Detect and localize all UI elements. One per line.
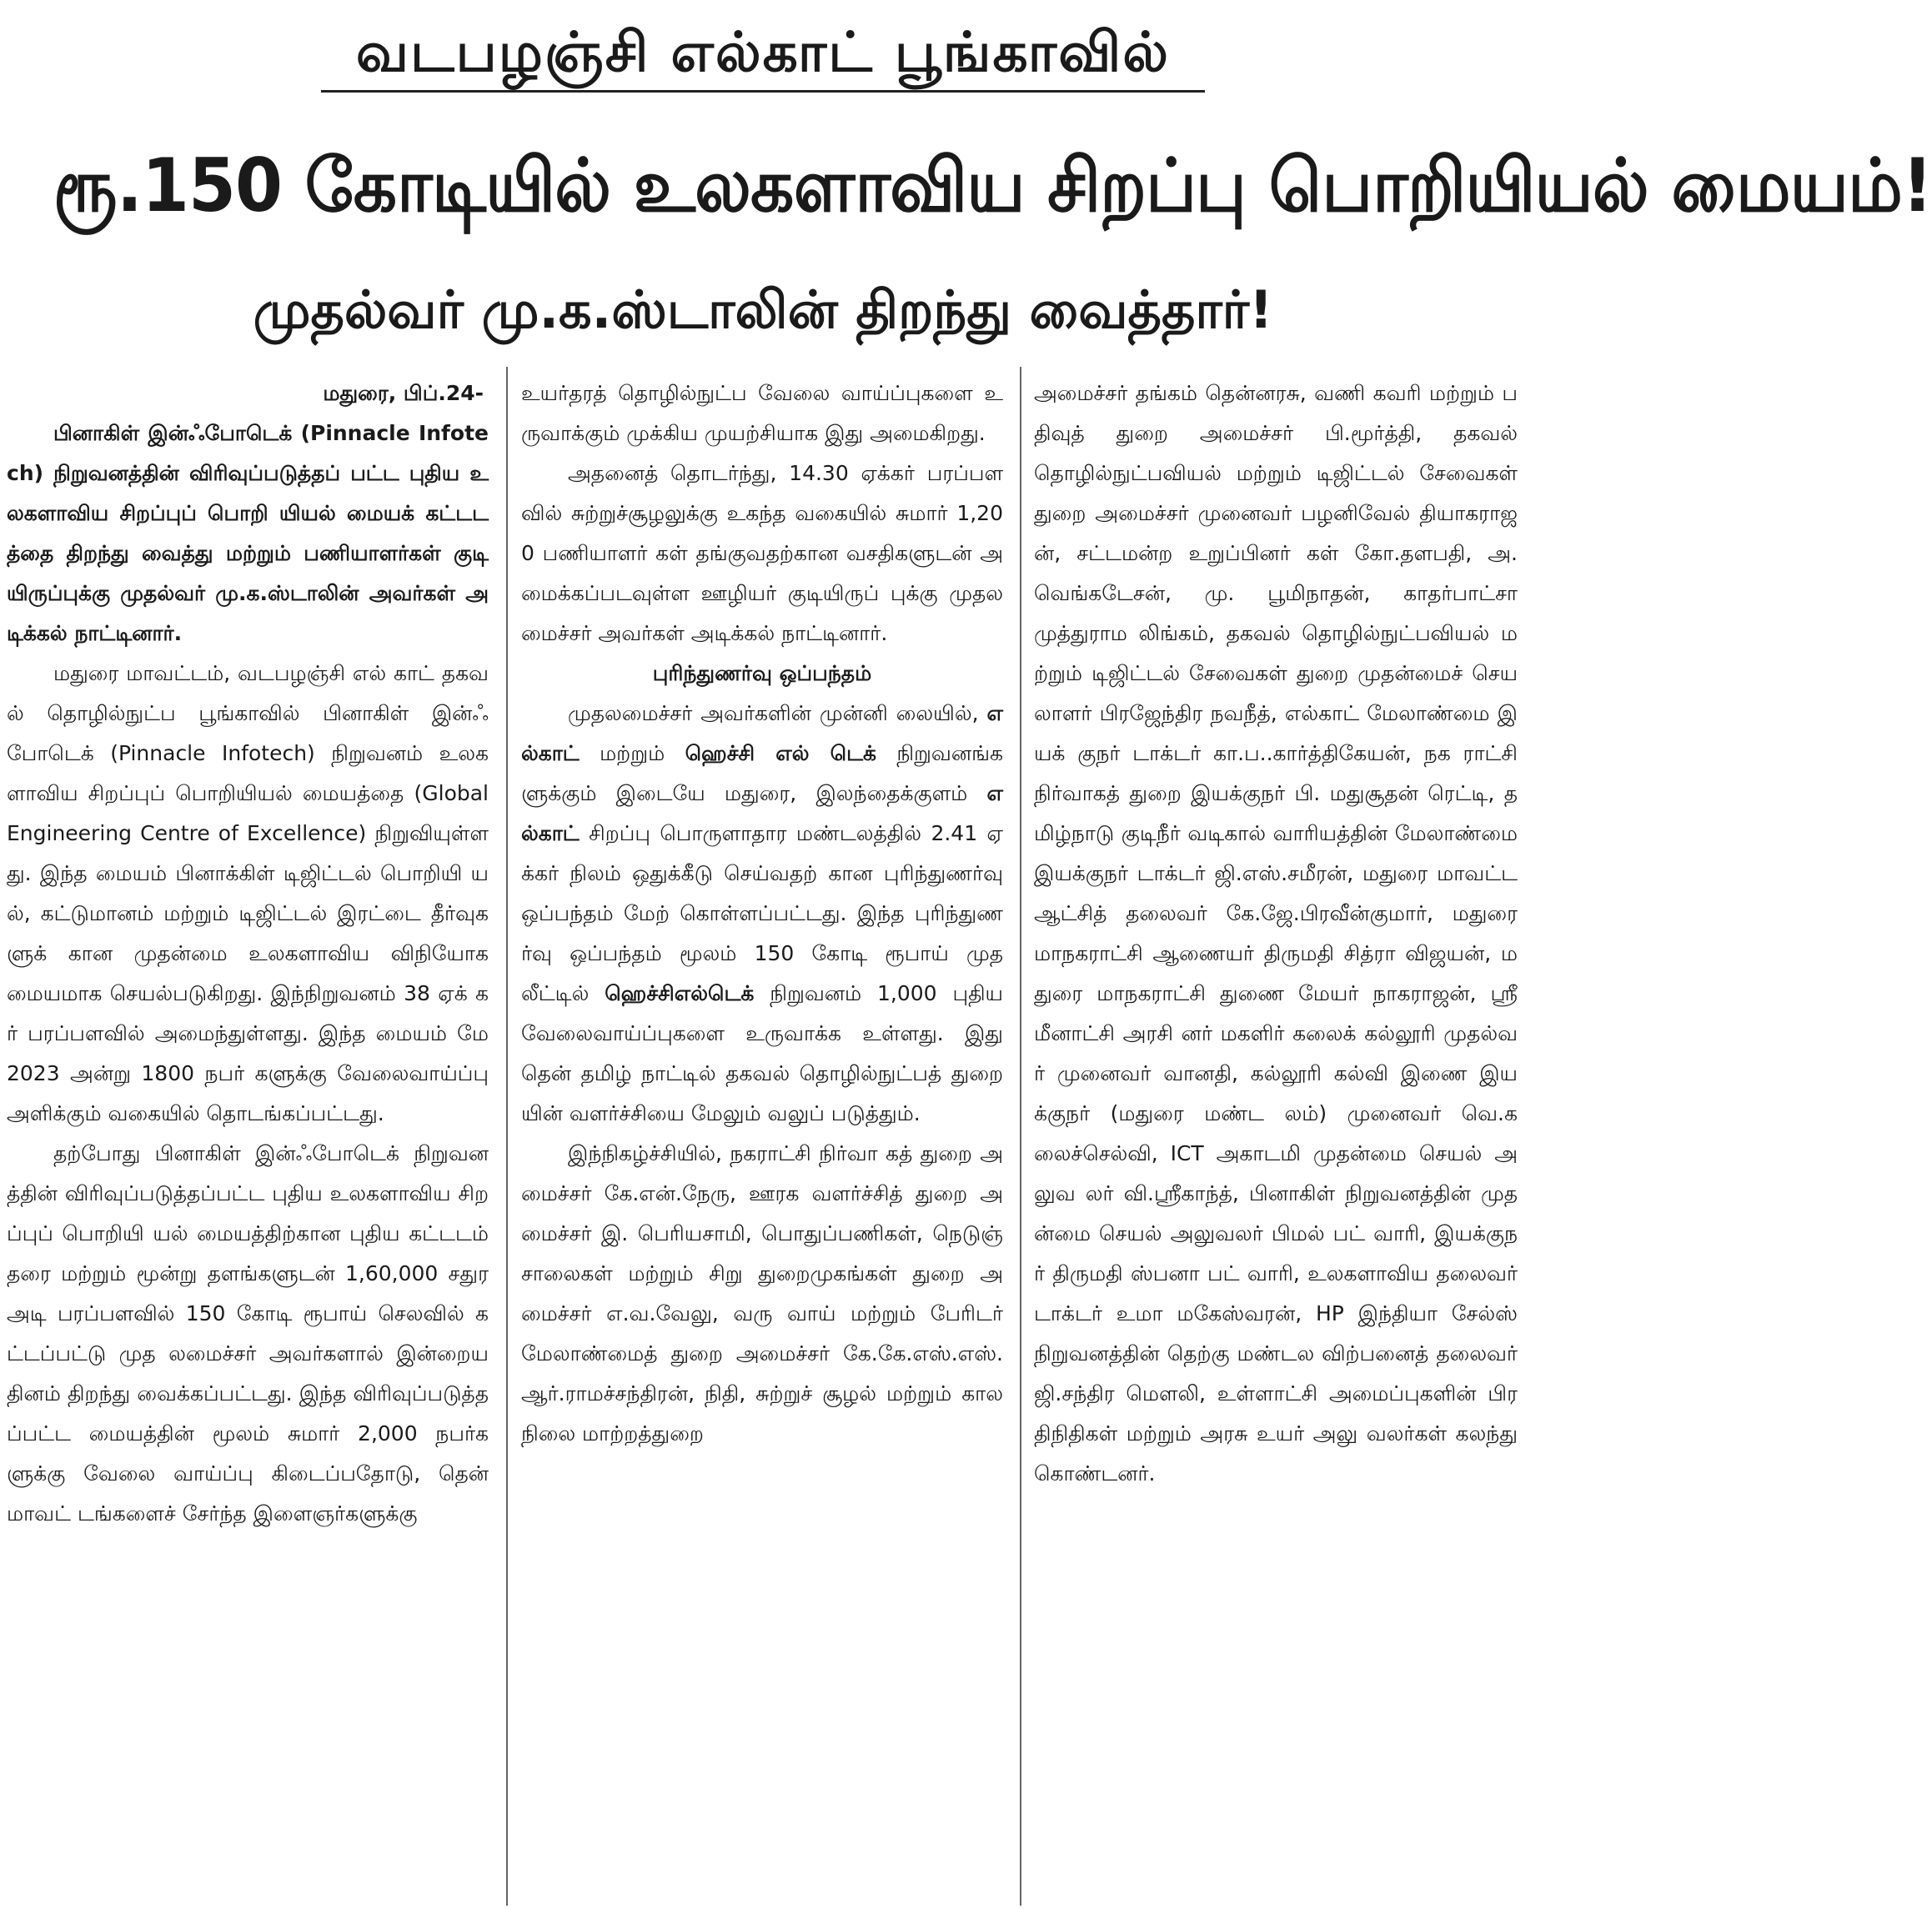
kicker-underline [321, 90, 1205, 93]
dateline: மதுரை, பிப்.24- [323, 381, 484, 405]
text-run: நிறுவனம் 1,000 புதிய வேலைவாய்ப்புகளை உருவாக்க உள்ளது. இது தென் தமிழ் நாட்டில் தகவல் தொழில்நுட்பத் துறை யின் வளர்ச்சியை மேலும் வலுப் படுத்தும். [521, 981, 1003, 1125]
bold-run: ஹெச்சிஎல்டெக் [605, 981, 755, 1005]
article-column-3 [1034, 373, 1518, 1899]
kicker-headline: வடபழஞ்சி எல்காட் பூங்காவில் [355, 20, 1171, 84]
bold-run: எல்காட் [521, 781, 1003, 845]
crosshead: புரிந்துணர்வு ஒப்பந்தம் [652, 661, 872, 685]
column-divider [506, 367, 508, 1906]
article-column-1 [7, 373, 489, 1899]
body-paragraph: அமைச்சர் தங்கம் தென்னரசு, வணி கவரி மற்றும் பதிவுத் துறை அமைச்சர் பி.மூர்த்தி, தகவல் தொழில்நுட்பவியல் மற்றும் டிஜிட்டல் சேவைகள் துறை அமைச்சர் முனைவர் பழனிவேல் தியாகராஜன், சட்டமன்ற உறுப்பினர் கள் கோ.தளபதி, அ.வெங்கடேசன், மு. பூமிநாதன், காதர்பாட்சா முத்துராம லிங்கம், தகவல் தொழில்நுட்பவியல் மற்றும் டிஜிட்டல் சேவைகள் துறை முதன்மைச் செயலாளர் பிரஜேந்திர நவநீத், எல்காட் மேலாண்மை இயக் குநர் டாக்டர் கா.ப..கார்த்திகேயன், நக ராட்சி நிர்வாகத் துறை இயக்குநர் பி. மதுசூதன் ரெட்டி, தமிழ்நாடு குடிநீர் வடிகால் வாரியத்தின் மேலாண்மை இயக்குநர் டாக்டர் ஜி.எஸ்.சமீரன், மதுரை மாவட்ட ஆட்சித் தலைவர் கே.ஜே.பிரவீன்குமார், மதுரை மாநகராட்சி ஆணையர் திருமதி சித்ரா விஜயன், மதுரை மாநகராட்சி துணை மேயர் நாகராஜன், ஸ்ரீ மீனாட்சி அரசி னர் மகளிர் கலைக் கல்லூரி முதல்வர் முனைவர் வானதி, கல்லூரி கல்வி இணை இயக்குநர் (மதுரை மண்ட லம்) முனைவர் வெ.கலைச்செல்வி, ICT அகாடமி முதன்மை செயல் அலுவ லர் வி.ஸ்ரீகாந்த், பினாகிள் நிறுவனத்தின் முதன்மை செயல் அலுவலர் பிமல் பட் வாரி, இயக்குநர் திருமதி ஸ்பனா பட் வாரி, உலகளாவிய தலைவர் டாக்டர் உமா மகேஸ்வரன், HP இந்தியா சேல்ஸ் நிறுவனத்தின் தெற்கு மண்டல விற்பனைத் தலைவர் ஜி.சந்திர மௌலி, உள்ளாட்சி அமைப்புகளின் பிரதிநிதிகள் மற்றும் அரசு உயர் அலு வலர்கள் கலந்து கொண்டனர். [1034, 381, 1518, 1486]
text-run: முதலமைச்சர் அவர்களின் முன்னி லையில், [568, 701, 987, 725]
subheadline: முதல்வர் மு.க.ஸ்டாலின் திறந்து வைத்தார்! [253, 279, 1273, 340]
body-paragraph: மதுரை மாவட்டம், வடபழஞ்சி எல் காட் தகவல் தொழில்நுட்ப பூங்காவில் பினாகிள் இன்ஃபோடெக் (Pinnacle Infotech) நிறுவனம் உலகளாவிய சிறப்புப் பொறியியல் மையத்தை (Global Engineering Centre of Excellence) நிறுவியுள்ளது. இந்த மையம் பினாக்கிள் டிஜிட்டல் பொறியி யல், கட்டுமானம் மற்றும் டிஜிட்டல் இரட்டை தீர்வுகளுக் கான முதன்மை உலகளாவிய விநியோக மையமாக செயல்படுகிறது. இந்நிறுவனம் 38 ஏக் கர் பரப்பளவில் அமைந்துள்ளது. இந்த மையம் மே 2023 அன்று 1800 நபர் களுக்கு வேலைவாய்ப்பு அளிக்கும் வகையில் தொடங்கப்பட்டது. [7, 661, 489, 1125]
body-paragraph: தற்போது பினாகிள் இன்ஃபோடெக் நிறுவனத்தின் விரிவுப்படுத்தப்பட்ட புதிய உலகளாவிய சிறப்புப் பொறியி யல் மையத்திற்கான புதிய கட்டடம் தரை மற்றும் மூன்று தளங்களுடன் 1,60,000 சதுர அடி பரப்பளவில் 150 கோடி ரூபாய் செலவில் கட்டப்பட்டு முத லமைச்சர் அவர்களால் இன்றைய தினம் திறந்து வைக்கப்பட்டது. இந்த விரிவுப்படுத்தப்பட்ட மையத்தின் மூலம் சுமார் 2,000 நபர்களுக்கு வேலை வாய்ப்பு கிடைப்பதோடு, தென் மாவட் டங்களைச் சேர்ந்த இளைஞர்களுக்கு [7, 1141, 489, 1526]
body-paragraph: அதனைத் தொடர்ந்து, 14.30 ஏக்கர் பரப்பளவில் சுற்றுச்சூழலுக்கு உகந்த வகையில் சுமார் 1,200 பணியாளர் கள் தங்குவதற்கான வசதிகளுடன் அமைக்கப்படவுள்ள ஊழியர் குடியிருப் புக்கு முதலமைச்சர் அவர்கள் அடிக்கல் நாட்டினார். [521, 461, 1003, 645]
article-column-2 [521, 373, 1003, 1899]
lead-paragraph: பினாகிள் இன்ஃபோடெக் (Pinnacle Infotech) நிறுவனத்தின் விரிவுப்படுத்தப் பட்ட புதிய உலகளாவிய சிறப்புப் பொறி யியல் மையக் கட்டடத்தை திறந்து வைத்து மற்றும் பணியாளர்கள் குடி யிருப்புக்கு முதல்வர் மு.க.ஸ்டாலின் அவர்கள் அடிக்கல் நாட்டினார். [7, 421, 489, 645]
column-divider [1020, 367, 1021, 1906]
body-paragraph: உயர்தரத் தொழில்நுட்ப வேலை வாய்ப்புகளை உருவாக்கும் முக்கிய முயற்சியாக இது அமைகிறது. [521, 381, 1003, 445]
bold-run: எல்காட் [521, 701, 1003, 765]
text-run: சிறப்பு பொருளாதார மண்டலத்தில் 2.41 ஏக்கர் நிலம் ஒதுக்கீடு செய்வதற் கான புரிந்துணர்வு ஒப்பந்தம் மேற் கொள்ளப்பட்டது. இந்த புரிந்துணர்வு ஒப்பந்தம் மூலம் 150 கோடி ரூபாய் முதலீட்டில் [521, 821, 1003, 1005]
body-paragraph [521, 694, 1003, 1134]
text-run: மற்றும் [579, 741, 685, 765]
body-paragraph: இந்நிகழ்ச்சியில், நகராட்சி நிர்வா கத் துறை அமைச்சர் கே.என்.நேரு, ஊரக வளர்ச்சித் துறை அமைச்சர் இ. பெரியசாமி, பொதுப்பணிகள், நெடுஞ் சாலைகள் மற்றும் சிறு துறைமுகங்கள் துறை அமைச்சர் எ.வ.வேலு, வரு வாய் மற்றும் பேரிடர் மேலாண்மைத் துறை அமைச்சர் கே.கே.எஸ்.எஸ். ஆர்.ராமச்சந்திரன், நிதி, சுற்றுச் சூழல் மற்றும் காலநிலை மாற்றத்துறை [521, 1141, 1003, 1446]
text-run: நிறுவனங்களுக்கும் இடையே மதுரை, இலந்தைக்குளம் [521, 741, 1003, 805]
bold-run: ஹெச்சி எல் டெக் [685, 741, 876, 765]
main-headline: ரூ.150 கோடியில் உலகளாவிய சிறப்பு பொறியியல் மையம்! [53, 143, 1932, 228]
